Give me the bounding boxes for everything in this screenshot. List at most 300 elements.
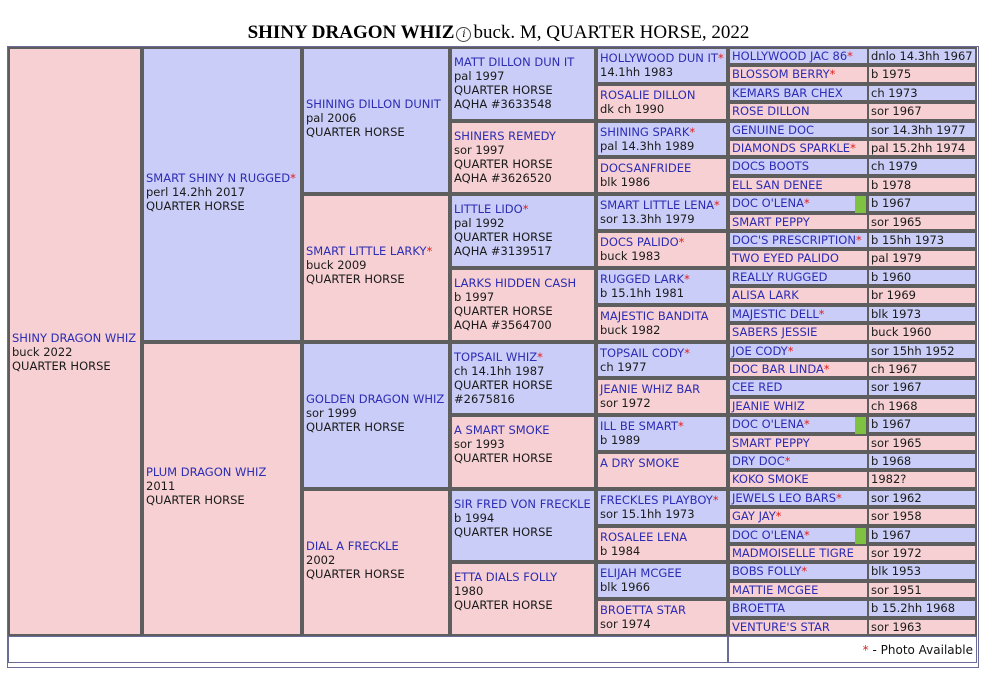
horse-detail-line: pal 14.3hh 1989 [600,139,695,153]
gen5-horse-cell[interactable] [728,360,869,378]
horse-name[interactable]: TOPSAIL CODY [600,346,685,360]
gen5-horse-cell[interactable] [728,213,869,231]
gen5-horse-info [867,581,977,599]
horse-name[interactable]: SABERS JESSIE [732,325,818,339]
horse-detail-line: dk ch 1990 [600,102,665,116]
horse-name-link[interactable] [306,539,446,553]
horse-name-link[interactable] [600,272,724,286]
gen5-horse-cell[interactable] [728,434,869,452]
horse-entry [600,419,724,447]
horse-detail-line: sor 1967 [871,104,922,118]
gen5-horse-cell[interactable] [728,194,869,213]
horse-detail-line: QUARTER HORSE [454,230,553,244]
gen5-horse-cell[interactable] [728,470,869,489]
horse-name[interactable]: GOLDEN DRAGON WHIZ [306,392,445,406]
gen5-horse-info [867,286,977,305]
horse-name[interactable]: MATT DILLON DUN IT [454,55,575,69]
horse-detail-line: sor 1962 [871,491,922,505]
gen5-horse-cell[interactable] [728,231,869,249]
horse-entry [600,198,724,226]
horse-detail-line: ch 14.1hh 1987 [454,364,545,378]
gen5-horse-cell[interactable] [728,599,869,618]
horse-name[interactable]: SHINERS REMEDY [454,129,556,143]
horse-detail-line: 2002 [306,553,336,567]
horse-entry [454,129,592,185]
horse-detail-line: sor 1965 [871,215,922,229]
gen5-horse-cell [596,84,728,121]
gen5-horse-cell[interactable] [728,157,869,176]
gen4-horse-cell [450,342,596,415]
horse-name-link[interactable] [306,392,446,406]
gen5-horse-cell [596,562,728,599]
horse-name[interactable]: KOKO SMOKE [732,472,809,486]
photo-star-icon: * [855,233,862,247]
gen4-horse-cell [450,562,596,636]
gen5-horse-info [867,489,977,507]
horse-name-link[interactable] [600,603,724,617]
horse-entry [454,423,592,465]
gen5-horse-cell[interactable] [728,176,869,194]
gen5-horse-cell[interactable] [728,65,869,84]
horse-name-link[interactable] [454,202,592,216]
horse-detail-line: b 1967 [871,528,912,542]
gen5-horse-cell [596,268,728,305]
horse-detail-line: b 1994 [454,511,495,525]
horse-detail-line: pal 1997 [454,69,505,83]
horse-name-link[interactable] [600,456,724,470]
horse-name-link[interactable] [146,171,298,185]
subject-horse-details: buck. M, QUARTER HORSE, 2022 [473,22,750,43]
horse-entry [454,497,592,539]
horse-detail-line: sor 1965 [871,436,922,450]
horse-name[interactable]: KEMARS BAR CHEX [732,86,843,100]
horse-name[interactable]: JEANIE WHIZ BAR [600,382,701,396]
horse-name[interactable]: SHINY DRAGON WHIZ [12,331,137,345]
horse-name[interactable]: PLUM DRAGON WHIZ [146,465,267,479]
horse-detail-line: dnlo 14.3hh 1967 [871,49,973,63]
horse-detail-line: blk 1973 [871,307,922,321]
horse-entry [146,465,298,507]
horse-name-link[interactable] [306,244,446,258]
horse-name[interactable]: BROETTA STAR [600,603,686,617]
gen3-horse-cell [302,47,450,194]
horse-detail-line: QUARTER HORSE [454,83,553,97]
gen5-horse-info [867,213,977,231]
gen5-horse-cell [596,121,728,157]
horse-name-link[interactable] [600,235,724,249]
horse-detail-line: pal 15.2hh 1974 [871,141,966,155]
horse-name[interactable]: ROSALEE LENA [600,530,688,544]
info-icon[interactable]: i [456,27,471,42]
horse-name[interactable]: HOLLYWOOD DUN IT [600,51,718,65]
horse-detail-line: sor 1951 [871,583,922,597]
gen5-horse-cell[interactable] [728,452,869,470]
photo-star-icon: * [677,419,684,433]
horse-name[interactable]: MATTIE MCGEE [732,583,819,597]
horse-name-link[interactable] [600,493,724,507]
horse-name-link[interactable] [146,465,298,479]
gen5-horse-cell [596,526,728,562]
horse-entry [306,244,446,286]
photo-star-icon: * [787,344,794,358]
horse-name[interactable]: LARKS HIDDEN CASH [454,276,577,290]
horse-entry [454,350,592,406]
horse-name[interactable]: ALISA LARK [732,288,799,302]
horse-detail-line: QUARTER HORSE [12,359,111,373]
horse-detail-line: QUARTER HORSE [306,125,405,139]
photo-star-icon: * [712,493,719,507]
gen5-horse-cell [596,194,728,231]
horse-detail-line: AQHA #3564700 [454,318,552,332]
gen5-horse-info [867,157,977,176]
horse-name-link[interactable] [600,125,724,139]
gen5-horse-info [867,305,977,323]
horse-name[interactable]: DIAMONDS SPARKLE [732,141,851,155]
horse-name[interactable]: SMART LITTLE LENA [600,198,715,212]
inbreeding-marker [855,196,867,213]
horse-name[interactable]: LITTLE LIDO [454,202,523,216]
gen5-horse-info [867,121,977,139]
gen5-horse-info [867,323,977,342]
gen5-horse-cell[interactable] [728,305,869,323]
gen5-horse-info [867,102,977,121]
horse-name[interactable]: SMART SHINY N RUGGED [146,171,291,185]
horse-detail-line: buck 1983 [600,249,661,263]
horse-name[interactable]: SMART LITTLE LARKY [306,244,427,258]
horse-name-link[interactable] [600,382,724,396]
subject-horse-name: SHINY DRAGON WHIZ [247,22,455,43]
horse-detail-line: buck 1982 [600,323,661,337]
horse-name[interactable]: BROETTA [732,601,786,615]
photo-legend [728,636,977,663]
horse-detail-line: b 15.2hh 1968 [871,601,956,615]
horse-entry [306,392,446,434]
horse-name[interactable]: JEANIE WHIZ [732,399,805,413]
photo-star-icon: * [803,417,810,431]
horse-name[interactable]: DOC O'LENA [732,196,804,210]
gen5-horse-cell[interactable] [728,286,869,305]
gen5-horse-info [867,562,977,581]
horse-name-link[interactable] [454,55,592,69]
gen5-horse-info [867,618,977,636]
gen5-horse-cell[interactable] [728,507,869,526]
horse-entry [306,97,446,139]
horse-name-link[interactable] [454,350,592,364]
horse-entry [600,566,724,594]
horse-detail-line: sor 1958 [871,509,922,523]
pedigree-title [0,22,997,44]
photo-star-icon: * [717,51,724,65]
horse-name-link[interactable] [600,198,724,212]
horse-name[interactable]: DOC O'LENA [732,417,804,431]
horse-name[interactable]: A DRY SMOKE [600,456,680,470]
horse-detail-line: AQHA #3626520 [454,171,552,185]
horse-detail-line: ch 1967 [871,362,918,376]
photo-star-icon: * [684,346,690,360]
horse-detail-line: pal 2006 [306,111,357,125]
horse-name[interactable]: JOE CODY [732,344,788,358]
horse-name-link[interactable] [600,530,724,544]
photo-star-icon: * [678,235,685,249]
horse-detail-line: AQHA #3633548 [454,97,552,111]
photo-star-icon: * [847,49,853,63]
gen5-horse-cell[interactable] [728,84,869,102]
horse-name[interactable]: GAY JAY [732,509,776,523]
horse-name-link[interactable] [454,570,592,584]
horse-name[interactable]: A SMART SMOKE [454,423,550,437]
gen5-horse-info [867,176,977,194]
gen5-horse-info [867,397,977,415]
gen5-horse-cell [596,157,728,194]
gen5-horse-cell[interactable] [728,397,869,415]
horse-name[interactable]: TOPSAIL WHIZ [454,350,538,364]
horse-name-link[interactable] [12,331,138,345]
gen5-horse-info [867,268,977,286]
gen5-horse-cell [596,231,728,268]
horse-name-link[interactable] [600,309,724,323]
photo-star-icon: * [784,454,791,468]
gen5-horse-cell[interactable] [728,121,869,139]
horse-name-link[interactable] [600,419,724,433]
photo-star-icon: * [522,202,529,216]
horse-name[interactable]: RUGGED LARK [600,272,685,286]
gen5-horse-info [867,378,977,397]
gen5-horse-cell [596,305,728,342]
gen5-horse-cell[interactable] [728,415,869,434]
horse-entry [454,570,592,612]
horse-name[interactable]: BOBS FOLLY [732,564,802,578]
gen5-horse-info [867,507,977,526]
horse-name[interactable]: MAJESTIC BANDITA [600,309,709,323]
horse-detail-line: QUARTER HORSE [146,199,245,213]
horse-name[interactable]: SIR FRED VON FRECKLE [454,497,591,511]
horse-name-link[interactable] [600,161,724,175]
horse-entry [600,309,724,337]
horse-name-link[interactable] [454,129,592,143]
gen2-horse-cell [142,47,302,342]
horse-name[interactable]: DOC'S PRESCRIPTION [732,233,856,247]
horse-detail-line: b 1989 [600,433,641,447]
horse-name[interactable]: JEWELS LEO BARS [732,491,837,505]
horse-detail-line: #2675816 [454,392,515,406]
gen5-horse-cell[interactable] [728,544,869,562]
horse-name[interactable]: SMART PEPPY [732,215,810,229]
gen5-horse-cell[interactable] [728,323,869,342]
horse-entry [600,125,724,153]
horse-name[interactable]: DRY DOC [732,454,785,468]
horse-detail-line: 1980 [454,584,484,598]
inbreeding-marker [855,417,867,434]
gen5-horse-info [867,249,977,268]
horse-name[interactable]: ROSALIE DILLON [600,88,696,102]
horse-detail-line: pal 1979 [871,251,922,265]
horse-name[interactable]: TWO EYED PALIDO [732,251,839,265]
horse-name[interactable]: SMART PEPPY [732,436,810,450]
horse-detail-line: QUARTER HORSE [454,304,553,318]
horse-name[interactable]: GENUINE DOC [732,123,815,137]
gen5-horse-info [867,599,977,618]
gen5-horse-info [867,84,977,102]
horse-name-link[interactable] [306,97,446,111]
horse-detail-line: b 1984 [600,544,641,558]
horse-name[interactable]: DOC BAR LINDA [732,362,824,376]
horse-name[interactable]: DIAL A FRECKLE [306,539,399,553]
horse-name[interactable]: BLOSSOM BERRY [732,67,830,81]
gen4-horse-cell [450,121,596,194]
photo-star-icon: * [689,125,696,139]
footer-blank [8,636,728,663]
gen5-horse-cell[interactable] [728,489,869,507]
horse-entry [600,235,724,263]
horse-entry [600,456,724,470]
horse-name[interactable]: ILL BE SMART [600,419,678,433]
gen5-horse-info [867,360,977,378]
gen5-horse-cell [596,378,728,415]
photo-star-icon: * [775,509,782,523]
gen5-horse-info [867,544,977,562]
horse-name[interactable]: DOCS BOOTS [732,159,810,173]
horse-detail-line: QUARTER HORSE [146,493,245,507]
photo-star-icon: * [836,491,842,505]
horse-detail-line: buck 2009 [306,258,367,272]
photo-star-icon: * [803,528,810,542]
gen5-horse-cell[interactable] [728,618,869,636]
horse-name[interactable]: SHINING SPARK [600,125,690,139]
horse-entry [600,603,724,631]
horse-entry [600,88,724,116]
horse-name[interactable]: DOC O'LENA [732,528,804,542]
photo-star-icon: * [684,272,690,286]
horse-detail-line: QUARTER HORSE [454,157,553,171]
horse-name[interactable]: ELIJAH MCGEE [600,566,682,580]
horse-name-link[interactable] [600,346,724,360]
horse-entry [454,202,592,258]
horse-entry [600,272,724,300]
horse-entry [306,539,446,581]
gen3-horse-cell [302,489,450,636]
horse-detail-line: QUARTER HORSE [454,378,553,392]
horse-detail-line: ch 1977 [600,360,647,374]
gen5-horse-info [867,526,977,544]
horse-name[interactable]: MADMOISELLE TIGRE [732,546,854,560]
gen5-horse-cell[interactable] [728,249,869,268]
horse-detail-line: pal 1992 [454,216,505,230]
gen5-horse-info [867,452,977,470]
horse-detail-line: br 1969 [871,288,916,302]
horse-name-link[interactable] [454,423,592,437]
gen1-horse-cell [8,47,142,636]
inbreeding-marker [855,528,867,544]
horse-detail-line: sor 15hh 1952 [871,344,955,358]
photo-legend-text: - Photo Available [868,643,973,657]
horse-detail-line: sor 1999 [306,406,357,420]
horse-detail-line: sor 1972 [600,396,651,410]
gen5-horse-cell[interactable] [728,102,869,121]
horse-detail-line: AQHA #3139517 [454,244,552,258]
gen5-horse-cell [596,415,728,452]
horse-name[interactable]: FRECKLES PLAYBOY [600,493,713,507]
gen5-horse-info [867,342,977,360]
horse-entry [600,493,724,521]
horse-name-link[interactable] [600,51,724,65]
horse-detail-line: QUARTER HORSE [454,525,553,539]
horse-detail-line: sor 14.3hh 1977 [871,123,966,137]
gen4-horse-cell [450,47,596,121]
gen5-horse-info [867,47,977,65]
horse-detail-line: b 15hh 1973 [871,233,945,247]
gen5-horse-info [867,231,977,249]
gen5-horse-cell [596,342,728,378]
horse-detail-line: sor 1993 [454,437,505,451]
gen3-horse-cell [302,342,450,489]
horse-detail-line: buck 2022 [12,345,73,359]
horse-detail-line: perl 14.2hh 2017 [146,185,246,199]
gen4-horse-cell [450,489,596,562]
horse-detail-line: sor 1972 [871,546,922,560]
horse-detail-line: b 15.1hh 1981 [600,286,685,300]
gen5-horse-cell[interactable] [728,342,869,360]
gen5-horse-cell[interactable] [728,268,869,286]
horse-name[interactable]: SHINING DILLON DUNIT [306,97,441,111]
photo-star-icon: * [537,350,543,364]
horse-entry [454,276,592,332]
horse-name[interactable]: HOLLYWOOD JAC 86 [732,49,848,63]
horse-name[interactable]: MAJESTIC DELL [732,307,819,321]
photo-star-icon: * [829,67,836,81]
horse-detail-line: ch 1979 [871,159,918,173]
horse-entry [600,346,724,374]
horse-entry [600,530,724,558]
gen5-horse-cell[interactable] [728,47,869,65]
gen5-horse-cell[interactable] [728,526,869,544]
horse-name[interactable]: VENTURE'S STAR [732,620,830,634]
horse-detail-line: sor 1974 [600,617,651,631]
horse-name[interactable]: DOCS PALIDO [600,235,679,249]
gen5-horse-info [867,470,977,489]
horse-detail-line: sor 15.1hh 1973 [600,507,695,521]
horse-name-link[interactable] [600,566,724,580]
horse-name[interactable]: ETTA DIALS FOLLY [454,570,558,584]
horse-name[interactable]: CEE RED [732,380,783,394]
photo-star-icon: * [818,307,825,321]
horse-name[interactable]: REALLY RUGGED [732,270,828,284]
photo-star-icon: * [862,643,869,657]
gen5-horse-cell[interactable] [728,581,869,599]
gen5-horse-cell[interactable] [728,562,869,581]
horse-entry [600,51,724,79]
horse-name-link[interactable] [454,497,592,511]
horse-detail-line: blk 1966 [600,580,651,594]
horse-name-link[interactable] [600,88,724,102]
photo-star-icon: * [426,244,433,258]
gen5-horse-cell[interactable] [728,378,869,397]
horse-name-link[interactable] [454,276,592,290]
gen2-horse-cell [142,342,302,636]
horse-detail-line: ch 1968 [871,399,918,413]
horse-detail-line: sor 1997 [454,143,505,157]
gen5-horse-cell [596,452,728,489]
gen5-horse-cell [596,599,728,636]
horse-name[interactable]: ROSE DILLON [732,104,810,118]
horse-detail-line: QUARTER HORSE [454,451,553,465]
horse-detail-line: sor 1967 [871,380,922,394]
gen4-horse-cell [450,194,596,268]
horse-name[interactable]: ELL SAN DENEE [732,178,823,192]
horse-detail-line: buck 1960 [871,325,932,339]
horse-entry [454,55,592,111]
horse-name[interactable]: DOCSANFRIDEE [600,161,692,175]
gen5-horse-cell[interactable] [728,139,869,157]
